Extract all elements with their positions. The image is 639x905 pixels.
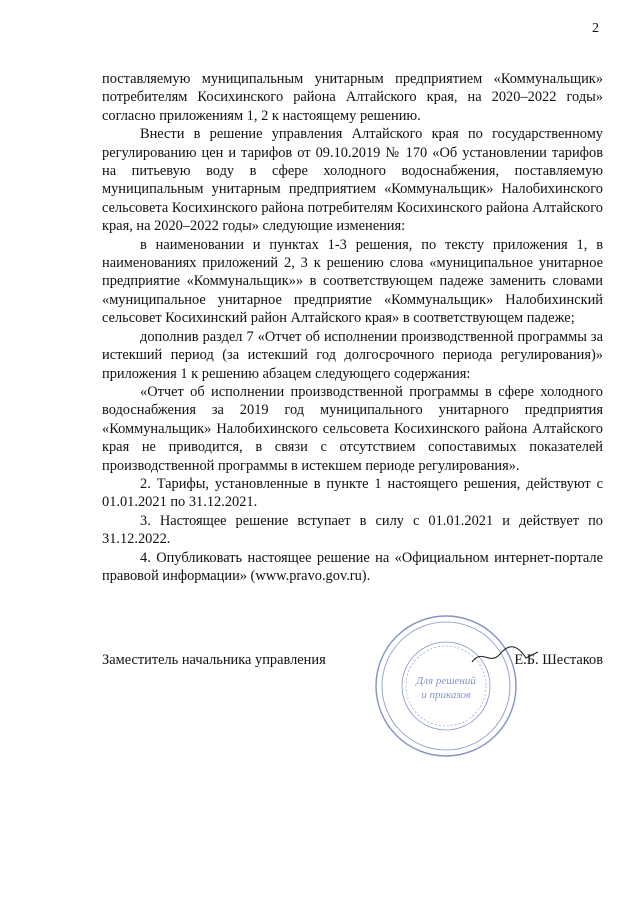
seal-text-line2: и приказов xyxy=(421,689,471,701)
page-number: 2 xyxy=(592,21,599,36)
signatory-position: Заместитель начальника управления xyxy=(102,652,326,668)
seal-text-line1: Для решений xyxy=(416,675,476,687)
paragraph: «Отчет об исполнении производственной программы в сфере холодного водоснабжения за 2019 год муниципального унитарного предприятия «Коммунальщик» Налобихинского сельсовета Косихинского района Алтайского края не приводится, в связи с отсутствием сопоставимых показателей производственной программы в истекшем периоде регулирования». xyxy=(102,383,603,474)
official-seal xyxy=(372,612,520,760)
paragraph: Внести в решение управления Алтайского края по государственному регулированию цен и тарифов от 09.10.2019 № 170 «Об установлении тарифов на питьевую воду в сфере холодного водоснабжения, поставляемую муниципальным унитарным предприятием «Коммунальщик» Налобихинского сельсовета Косихинского района потребителям Косихинского района Алтайского края, на 2020–2022 годы» следующие изменения: xyxy=(102,126,603,235)
paragraph: дополнив раздел 7 «Отчет об исполнении производственной программы за истекший период (за истекший год долгосрочного периода регулирования)» приложения 1 к решению абзацем следующего содержания: xyxy=(102,328,603,382)
paragraph: 4. Опубликовать настоящее решение на «Официальном интернет-портале правовой информации» (www.pravo.gov.ru). xyxy=(102,549,603,584)
paragraph: 3. Настоящее решение вступает в силу с 01.01.2021 и действует по 31.12.2022. xyxy=(102,512,603,548)
paragraph: поставляемую муниципальным унитарным предприятием «Коммунальщик» потребителям Косихинского района Алтайского края, на 2020–2022 годы» согласно приложениям 1, 2 к настоящему решению. xyxy=(102,71,603,124)
paragraph: 2. Тарифы, установленные в пункте 1 настоящего решения, действуют с 01.01.2021 по 31.12.2021. xyxy=(102,475,603,511)
document-body xyxy=(102,70,603,585)
signature-block xyxy=(102,651,603,669)
paragraph: в наименовании и пунктах 1-3 решения, по тексту приложения 1, в наименованиях приложений 2, 3 к решению слова «муниципальное унитарное предприятие «Коммунальщик»» в соответствующем падеже заменить словами «муниципальное унитарное предприятие «Коммунальщик» Налобихинский сельсовет Косихинский район Алтайского края» в соответствующем падеже; xyxy=(102,236,603,327)
signatory-name: Е.Б. Шестаков xyxy=(514,652,603,668)
